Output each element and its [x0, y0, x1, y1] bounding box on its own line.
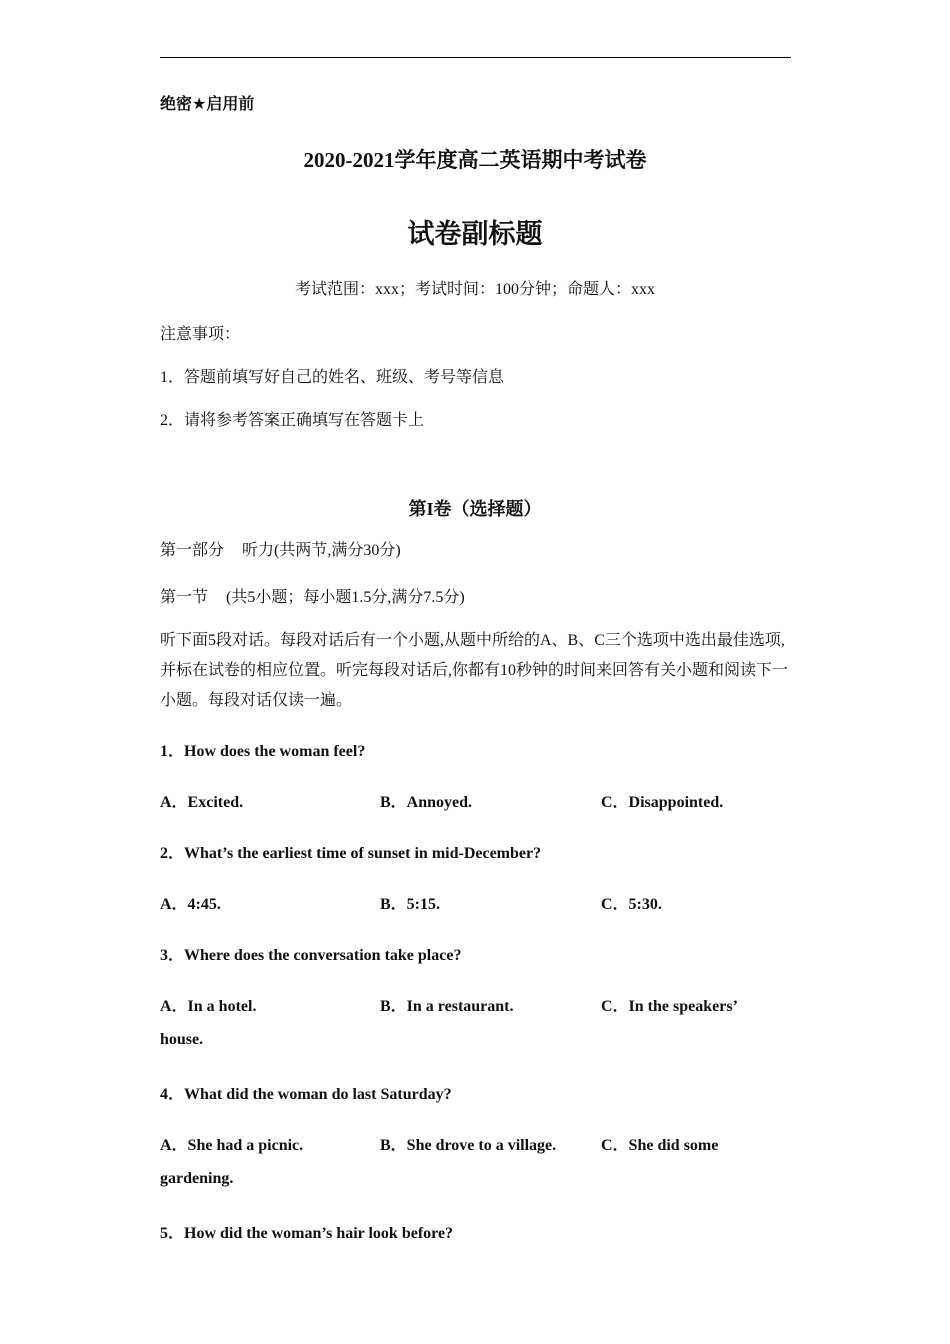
confidential-label: 绝密★启用前 [160, 94, 255, 113]
header-rule [160, 57, 791, 58]
part-one-heading [160, 537, 401, 560]
question-stem: 2．What’s the earliest time of sunset in mid-December? [160, 845, 542, 862]
option-c-continued: house. [160, 1031, 204, 1048]
section-title: 第I卷（选择题） [408, 499, 542, 519]
option-c-continued: gardening. [160, 1170, 234, 1187]
option-a: A．She had a picnic. [160, 1137, 304, 1154]
notice-heading: 注意事项： [160, 326, 241, 343]
exam-info: 考试范围：xxx；考试时间：100分钟；命题人：xxx [294, 281, 655, 298]
part-one-label: 第一部分 [160, 542, 225, 559]
option-b: B．She drove to a village. [380, 1137, 557, 1154]
question-stem: 4．What did the woman do last Saturday? [160, 1086, 452, 1103]
option-a: A．4:45. [160, 896, 221, 913]
notice-item-2: 2．请将参考答案正确填写在答题卡上 [160, 412, 425, 429]
option-a: A．Excited. [160, 794, 244, 811]
option-c: C．She did some [601, 1137, 719, 1154]
option-b: B．5:15. [380, 896, 441, 913]
subsection-heading [160, 584, 465, 607]
option-c: C．Disappointed. [601, 794, 724, 811]
question-stem: 3．Where does the conversation take place? [160, 947, 462, 964]
option-c: C．5:30. [601, 896, 662, 913]
subsection-detail: (共5小题；每小题1.5分,满分7.5分) [226, 589, 465, 606]
question-stem: 1．How does the woman feel? [160, 743, 366, 760]
question-stem: 5．How did the woman’s hair look before? [160, 1225, 454, 1242]
exam-subtitle: 试卷副标题 [407, 219, 543, 249]
option-b: B．In a restaurant. [380, 998, 514, 1015]
option-a: A．In a hotel. [160, 998, 257, 1015]
option-c: C．In the speakers’ [601, 998, 738, 1015]
part-one-title: 听力(共两节,满分30分) [242, 542, 401, 559]
listening-instructions: 听下面5段对话。每段对话后有一个小题,从题中所给的A、B、C三个选项中选出最佳选项,并标在试卷的相应位置。听完每段对话后,你都有10秒钟的时间来回答有关小题和阅读下一小题。每段对话仅读一遍。 [160, 632, 789, 709]
notice-item-1: 1．答题前填写好自己的姓名、班级、考号等信息 [160, 369, 505, 386]
exam-title: 2020-2021学年度高二英语期中考试卷 [303, 148, 647, 172]
subsection-label: 第一节 [160, 589, 209, 606]
option-b: B．Annoyed. [380, 794, 473, 811]
